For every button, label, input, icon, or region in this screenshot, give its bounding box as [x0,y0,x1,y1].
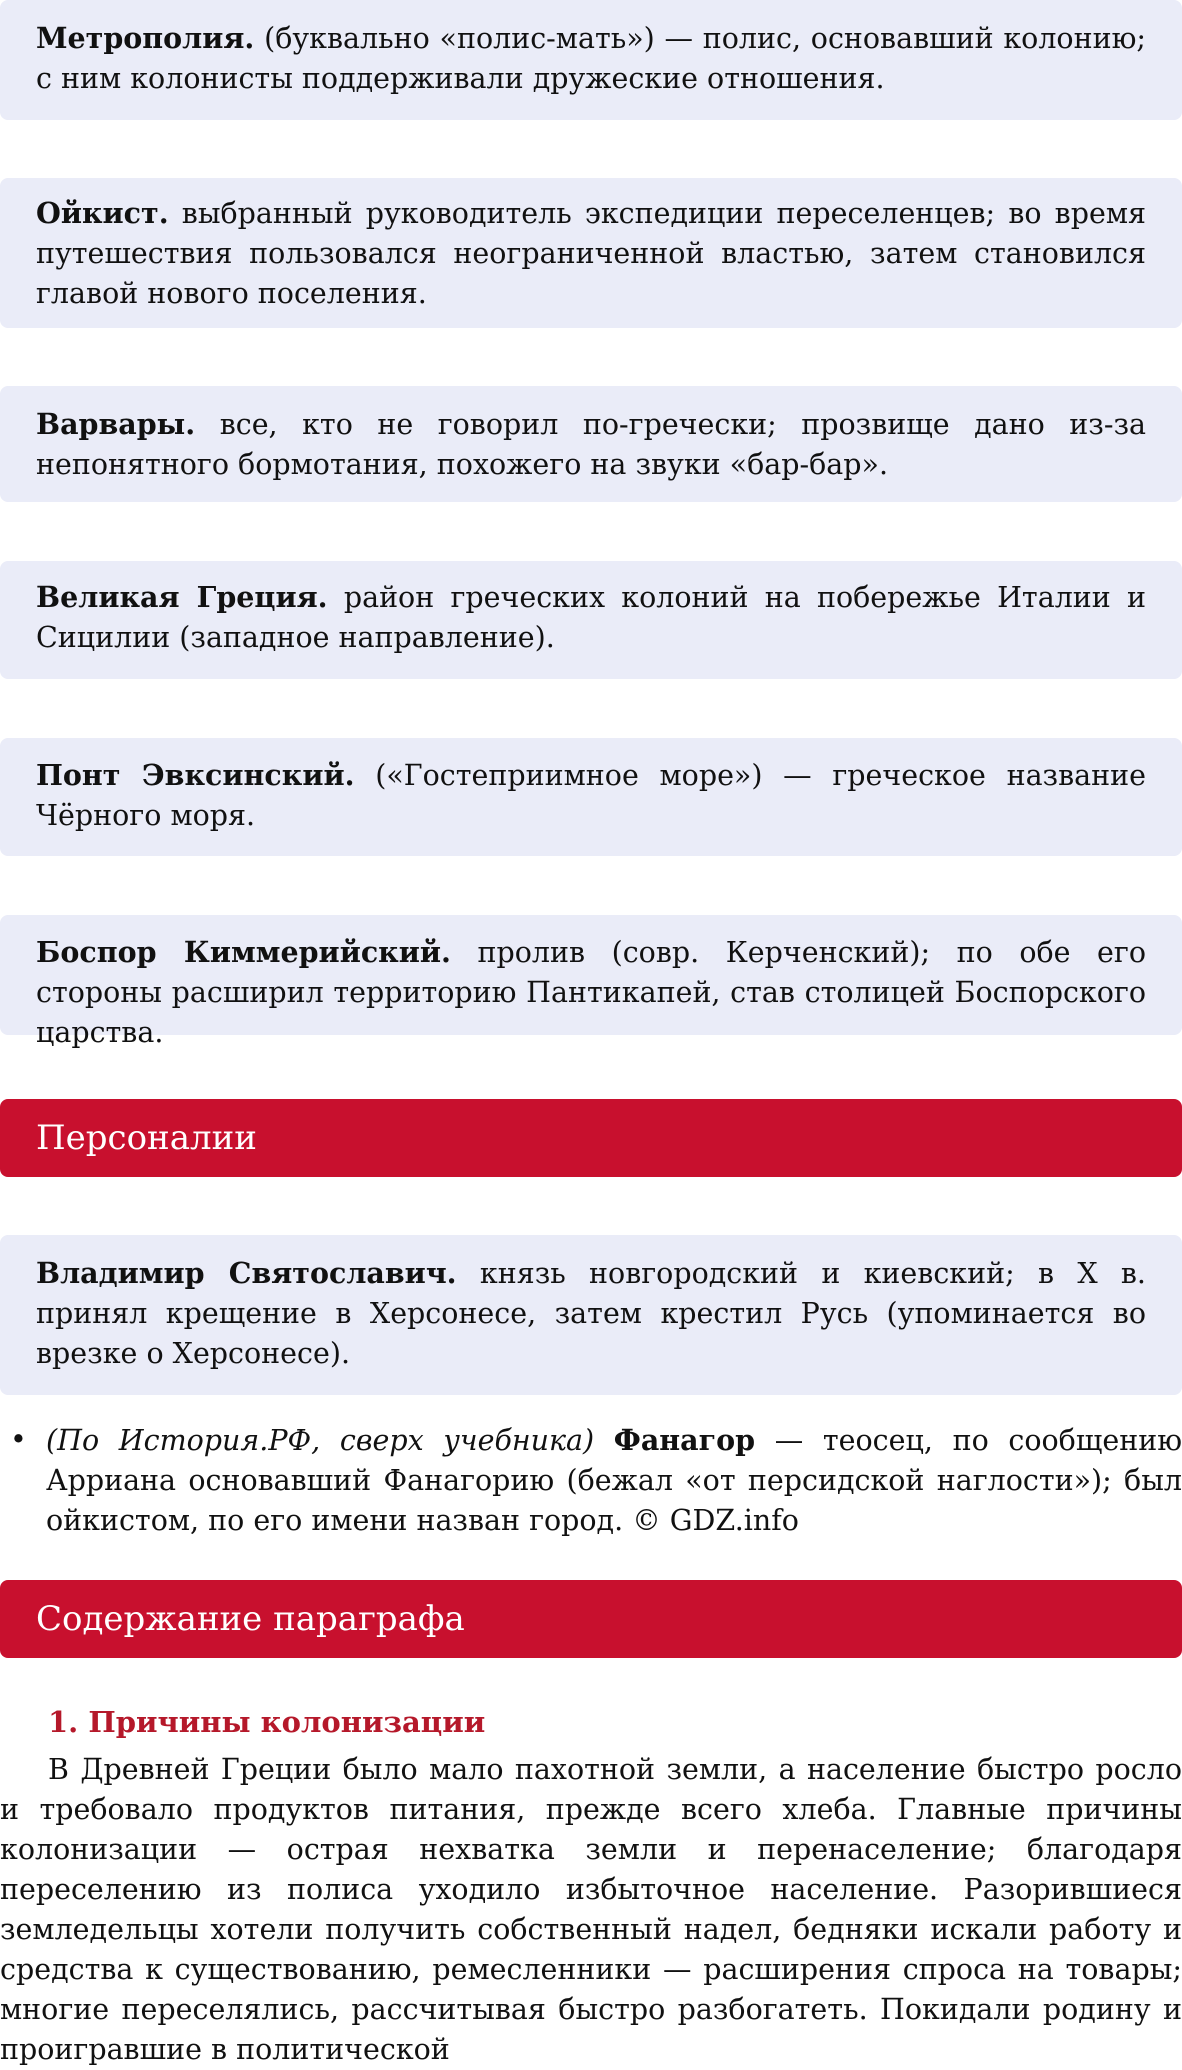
term-entry [36,193,1146,314]
person-card-vladimir [0,1235,1182,1395]
term-definition: («Гостеприимное море») — греческое название Чёрного моря. [36,759,1146,832]
term-entry [36,18,1146,99]
subsection-paragraph: В Древней Греции было мало пахотной земли, а население быстро росло и требовало продуктов питания, прежде всего хлеба. Главные причины колонизации — острая нехватка земли и перенаселение; благодаря переселению из полиса уходило избыточное население. Разорившиеся земледельцы хотели получить собственный надел, бедняки искали работу и средства к существованию, ремесленники — расширения спроса на товары; многие переселялись, рассчитывая быстро разбогатеть. Покидали родину и проигравшие в политической [0,1753,1182,2066]
term-card-magna-graecia [0,561,1182,679]
term-card-pontus-euxinus [0,738,1182,856]
term-definition: район греческих колоний на побережье Италии и Сицилии (западное направление). [36,581,1147,654]
term-entry [36,577,1146,658]
term-title: Варвары. [36,407,196,441]
term-card-metropolis [0,0,1182,120]
term-title: Понт Эвксинский. [36,758,355,792]
contents-heading: Содержание параграфа [0,1580,1182,1658]
bullet-name: Фанагор [613,1423,756,1457]
term-title: Великая Греция. [36,580,328,614]
person-entry [36,1253,1146,1374]
term-entry [36,404,1146,485]
person-name: Владимир Святославич. [36,1256,457,1290]
term-card-barbarians [0,386,1182,502]
bullet-marker: • [10,1423,27,1456]
subsection-title: 1. Причины колонизации [48,1705,486,1739]
person-description: князь новгородский и киевский; в X в. принял крещение в Херсонесе, затем крестил Русь (упоминается во врезке о Херсонесе). [36,1257,1146,1370]
term-card-cimmerian-bosporus [0,915,1182,1049]
bullet-source-note: (По История.РФ, сверх учебника) [46,1424,595,1457]
term-definition: пролив (совр. Керченский); по обе его стороны расширил территорию Пантикапей, став столицей Боспорского царства. [36,936,1147,1049]
term-title: Ойкист. [36,196,169,230]
term-definition: (буквально «полис-мать») — полис, основавший колонию; с ним колонисты поддерживали дружеские отношения. [36,22,1146,95]
term-entry [36,932,1146,1053]
bullet-text [46,1420,1182,1541]
personalities-heading: Персоналии [0,1099,1182,1177]
bullet-item-fanagor [0,1420,1182,1541]
term-entry [36,755,1146,836]
bullet-body: — теосец, по сообщению Арриана основавший Фанагорию (бежал «от персидской наглости»); был ойкистом, по его имени назван город. © GDZ.info [46,1424,1182,1537]
term-definition: выбранный руководитель экспедиции переселенцев; во время путешествия пользовался неограниченной властью, затем становился главой нового поселения. [36,197,1146,310]
term-title: Боспор Киммерийский. [36,935,451,969]
term-title: Метрополия. [36,21,255,55]
term-definition: все, кто не говорил по-гречески; прозвище дано из-за непонятного бормотания, похожего на звуки «бар-бар». [36,408,1147,481]
term-card-oikist [0,178,1182,328]
